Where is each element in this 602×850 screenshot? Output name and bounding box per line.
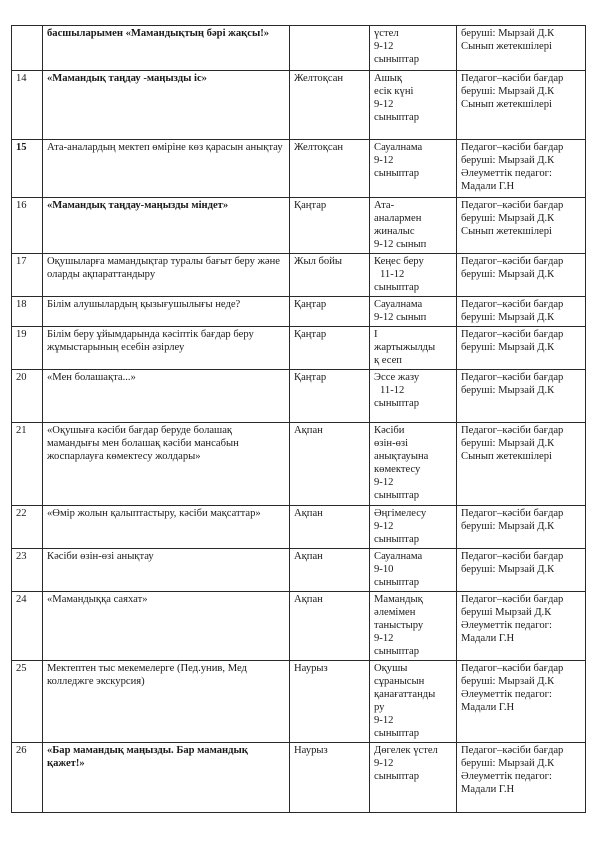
event-name: Ата-аналардың мектеп өміріне көз қарасын анықтау	[43, 140, 290, 198]
event-form: Ата- аналармен жиналыс 9-12 сынып	[370, 198, 457, 254]
event-name: «Мамандық таңдау-маңызды міндет»	[43, 198, 290, 254]
row-number: 23	[12, 549, 43, 592]
row-number: 21	[12, 423, 43, 506]
table-row	[12, 26, 586, 71]
event-responsible: Педагог–кәсіби бағдар беруші: Мырзай Д.К Сынып жетекшілері	[457, 423, 586, 506]
event-name: «Оқушыға кәсіби бағдар беруде болашақ мамандығы мен болашақ кәсіби мансабын жоспарлауға көмектесу жолдары»	[43, 423, 290, 506]
table-row	[12, 592, 586, 661]
event-time: Ақпан	[290, 592, 370, 661]
event-responsible: Педагог–кәсіби бағдар беруші: Мырзай Д.К	[457, 297, 586, 327]
event-form: Эссе жазу 11-12 сыныптар	[370, 370, 457, 423]
event-responsible: Педагог–кәсіби бағдар беруші: Мырзай Д.К	[457, 506, 586, 549]
event-time: Наурыз	[290, 661, 370, 743]
event-time: Ақпан	[290, 506, 370, 549]
row-number: 18	[12, 297, 43, 327]
event-name: Білім алушылардың қызығушылығы неде?	[43, 297, 290, 327]
table-row	[12, 549, 586, 592]
event-time: Желтоқсан	[290, 71, 370, 140]
event-responsible: Педагог–кәсіби бағдар беруші: Мырзай Д.К Сынып жетекшілері	[457, 71, 586, 140]
row-number: 15	[12, 140, 43, 198]
event-name: «Бар мамандық маңызды. Бар мамандық қажет!»	[43, 743, 290, 813]
event-responsible: Педагог–кәсіби бағдар беруші Мырзай Д.К Әлеуметтік педагог: Мадали Г.Н	[457, 592, 586, 661]
event-form: Кеңес беру 11-12 сыныптар	[370, 254, 457, 297]
event-form: I жартыжылды қ есеп	[370, 327, 457, 370]
row-number: 25	[12, 661, 43, 743]
row-number: 14	[12, 71, 43, 140]
event-form: Сауалнама 9-12 сынып	[370, 297, 457, 327]
table-row	[12, 506, 586, 549]
row-number: 19	[12, 327, 43, 370]
table-row	[12, 198, 586, 254]
event-form: Мамандық әлемімен таныстыру 9-12 сыныптар	[370, 592, 457, 661]
row-number: 22	[12, 506, 43, 549]
event-name: «Өмір жолын қалыптастыру, кәсіби мақсаттар»	[43, 506, 290, 549]
row-number: 16	[12, 198, 43, 254]
event-time: Қаңтар	[290, 297, 370, 327]
event-name: Кәсіби өзін-өзі анықтау	[43, 549, 290, 592]
event-responsible: беруші: Мырзай Д.К Сынып жетекшілері	[457, 26, 586, 71]
table-row	[12, 423, 586, 506]
event-time: Ақпан	[290, 549, 370, 592]
event-time: Ақпан	[290, 423, 370, 506]
event-name: «Мамандық таңдау -маңызды іс»	[43, 71, 290, 140]
table-row	[12, 661, 586, 743]
event-form: үстел 9-12 сыныптар	[370, 26, 457, 71]
event-responsible: Педагог–кәсіби бағдар беруші: Мырзай Д.К	[457, 370, 586, 423]
table-row	[12, 370, 586, 423]
event-time: Желтоқсан	[290, 140, 370, 198]
table-row	[12, 743, 586, 813]
event-responsible: Педагог–кәсіби бағдар беруші: Мырзай Д.К	[457, 549, 586, 592]
table-row	[12, 297, 586, 327]
event-responsible: Педагог–кәсіби бағдар беруші: Мырзай Д.К Әлеуметтік педагог: Мадали Г.Н	[457, 140, 586, 198]
row-number: 24	[12, 592, 43, 661]
row-number: 26	[12, 743, 43, 813]
event-name: басшыларымен «Мамандықтың бәрі жақсы!»	[43, 26, 290, 71]
table-row	[12, 254, 586, 297]
event-form: Дөгелек үстел 9-12 сыныптар	[370, 743, 457, 813]
event-time: Қаңтар	[290, 327, 370, 370]
table-row	[12, 140, 586, 198]
event-responsible: Педагог–кәсіби бағдар беруші: Мырзай Д.К	[457, 327, 586, 370]
event-form: Сауалнама 9-10 сыныптар	[370, 549, 457, 592]
event-responsible: Педагог–кәсіби бағдар беруші: Мырзай Д.К Әлеуметтік педагог: Мадали Г.Н	[457, 743, 586, 813]
event-time: Қаңтар	[290, 370, 370, 423]
plan-table-body	[12, 26, 586, 813]
table-row	[12, 71, 586, 140]
event-time: Жыл бойы	[290, 254, 370, 297]
event-responsible: Педагог–кәсіби бағдар беруші: Мырзай Д.К Әлеуметтік педагог: Мадали Г.Н	[457, 661, 586, 743]
event-time	[290, 26, 370, 71]
row-number: 20	[12, 370, 43, 423]
event-responsible: Педагог–кәсіби бағдар беруші: Мырзай Д.К Сынып жетекшілері	[457, 198, 586, 254]
event-name: Мектептен тыс мекемелерге (Пед.унив, Мед колледжге экскурсия)	[43, 661, 290, 743]
event-name: Оқушыларға мамандықтар туралы бағыт беру және оларды ақпараттандыру	[43, 254, 290, 297]
event-form: Әңгімелесу 9-12 сыныптар	[370, 506, 457, 549]
table-row	[12, 327, 586, 370]
row-number: 17	[12, 254, 43, 297]
event-name: «Мен болашақта...»	[43, 370, 290, 423]
event-responsible: Педагог–кәсіби бағдар беруші: Мырзай Д.К	[457, 254, 586, 297]
event-time: Қаңтар	[290, 198, 370, 254]
event-form: Сауалнама 9-12 сыныптар	[370, 140, 457, 198]
event-form: Ашық есік күні 9-12 сыныптар	[370, 71, 457, 140]
event-time: Наурыз	[290, 743, 370, 813]
event-form: Оқушы сұранысын қанағаттанды ру 9-12 сыныптар	[370, 661, 457, 743]
event-name: Білім беру ұйымдарында кәсіптік бағдар беру жұмыстарының есебін әзірлеу	[43, 327, 290, 370]
event-form: Кәсіби өзін-өзі анықтауына көмектесу 9-12 сыныптар	[370, 423, 457, 506]
event-name: «Мамандыққа саяхат»	[43, 592, 290, 661]
career-guidance-plan-table	[11, 25, 586, 813]
row-number	[12, 26, 43, 71]
